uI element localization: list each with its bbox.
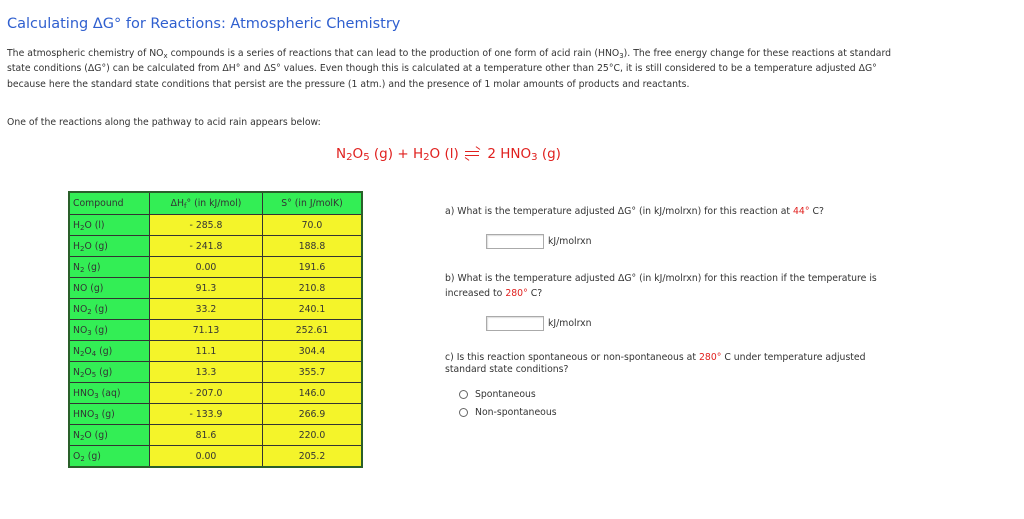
enthalpy-cell: 71.13 <box>150 320 263 341</box>
radio-spontaneous[interactable] <box>459 389 536 400</box>
enthalpy-cell: - 285.8 <box>150 215 263 236</box>
compound-cell: NO (g) <box>69 278 150 299</box>
compound-cell: $N_2O_4$ (g) <box>69 341 150 362</box>
radio-button-icon[interactable] <box>459 408 468 417</box>
product: 2 $HNO_3$ (g) <box>487 146 561 163</box>
table-row <box>69 299 362 320</box>
entropy-cell: 355.7 <box>263 362 363 383</box>
answer-b-unit: kJ/molrxn <box>548 318 592 329</box>
entropy-cell: 205.2 <box>263 446 363 468</box>
question-c-text: c) Is this reaction spontaneous or non-spontaneous at <box>445 352 699 363</box>
enthalpy-cell: 0.00 <box>150 257 263 278</box>
enthalpy-cell: 33.2 <box>150 299 263 320</box>
compound-cell: $N_2O$ (g) <box>69 425 150 446</box>
question-c-temp: 280° <box>698 352 722 363</box>
header-entropy: S° (in J/molK) <box>263 192 363 215</box>
page-title <box>7 16 400 32</box>
title-suffix: for Reactions: Atmospheric Chemistry <box>121 16 401 32</box>
compound-cell: $H_2O$ (g) <box>69 236 150 257</box>
compound-cell: $N_2$ (g) <box>69 257 150 278</box>
reactant-1: $N_2O_5$ (g) <box>336 146 394 163</box>
table-header-row <box>69 192 362 215</box>
entropy-cell: 188.8 <box>263 236 363 257</box>
question-b <box>445 271 885 301</box>
entropy-cell: 210.8 <box>263 278 363 299</box>
question-a-temp: 44° <box>793 206 810 217</box>
entropy-cell: 191.6 <box>263 257 363 278</box>
entropy-cell: 220.0 <box>263 425 363 446</box>
radio-non-spontaneous-label: Non-spontaneous <box>475 407 557 418</box>
header-compound: Compound <box>69 192 150 215</box>
table-row <box>69 446 362 468</box>
entropy-cell: 304.4 <box>263 341 363 362</box>
question-c <box>445 352 885 376</box>
radio-non-spontaneous[interactable] <box>459 407 557 418</box>
table-row <box>69 362 362 383</box>
plus-sign: + <box>397 146 409 162</box>
table-row <box>69 278 362 299</box>
enthalpy-cell: - 207.0 <box>150 383 263 404</box>
enthalpy-cell: 81.6 <box>150 425 263 446</box>
table-row <box>69 341 362 362</box>
answer-a-row <box>486 234 592 249</box>
answer-a-unit: kJ/molrxn <box>548 236 592 247</box>
enthalpy-cell: 91.3 <box>150 278 263 299</box>
enthalpy-cell: 11.1 <box>150 341 263 362</box>
enthalpy-cell: - 241.8 <box>150 236 263 257</box>
entropy-cell: 266.9 <box>263 404 363 425</box>
question-b-temp: 280° <box>505 288 528 299</box>
table-row <box>69 320 362 341</box>
compound-cell: $H_2O$ (l) <box>69 215 150 236</box>
question-c-text-end: C under temperature adjusted standard state conditions? <box>445 352 866 375</box>
compound-cell: $NO_2$ (g) <box>69 299 150 320</box>
table-row <box>69 425 362 446</box>
compound-cell: $HNO_3$ (g) <box>69 404 150 425</box>
intro-text: The atmospheric chemistry of $NO_x$ compounds is a series of reactions that can lead to the production of one form of acid rain $(HNO_3)$. The free energy change for these reactions at standard state conditions (ΔG°) can be calculated from ΔH° and ΔS° values. Even though this is calculated at a temperature other than 25°C, it is still considered to be a temperature adjusted ΔG° because here the standard state conditions that persist are the pressure (1 atm.) and the presence of 1 molar amounts of products and reactants. <box>7 48 892 90</box>
compound-cell: $N_2O_5$ (g) <box>69 362 150 383</box>
question-a <box>445 204 885 219</box>
radio-button-icon[interactable] <box>459 390 468 399</box>
intro-paragraph <box>7 46 907 92</box>
title-prefix: Calculating <box>7 16 93 32</box>
question-b-text: b) What is the temperature adjusted ΔG° (in kJ/molrxn) for this reaction if the temperature is increased to <box>445 273 877 299</box>
compound-cell: $NO_3$ (g) <box>69 320 150 341</box>
entropy-cell: 146.0 <box>263 383 363 404</box>
table-row <box>69 404 362 425</box>
table-row <box>69 257 362 278</box>
answer-b-input[interactable] <box>486 316 544 331</box>
question-b-text-end: C? <box>527 288 543 299</box>
enthalpy-cell: 13.3 <box>150 362 263 383</box>
thermo-data-table <box>68 191 363 468</box>
title-symbol: ΔG° <box>92 16 122 32</box>
radio-spontaneous-label: Spontaneous <box>475 389 536 400</box>
header-enthalpy: $\Delta H_f^\circ$ (in kJ/mol) <box>150 192 263 215</box>
compound-cell: $O_2$ (g) <box>69 446 150 468</box>
table-row <box>69 215 362 236</box>
entropy-cell: 252.61 <box>263 320 363 341</box>
reaction-equation <box>336 146 561 162</box>
question-a-text: a) What is the temperature adjusted ΔG° (in kJ/molrxn) for this reaction at <box>445 206 794 217</box>
entropy-cell: 240.1 <box>263 299 363 320</box>
answer-a-input[interactable] <box>486 234 544 249</box>
table-row <box>69 383 362 404</box>
lead-in-text: One of the reactions along the pathway to acid rain appears below: <box>7 117 321 128</box>
reactant-2: $H_2O$ (l) <box>412 146 459 163</box>
answer-b-row <box>486 316 592 331</box>
compound-cell: $HNO_3$ (aq) <box>69 383 150 404</box>
enthalpy-cell: 0.00 <box>150 446 263 468</box>
table-row <box>69 236 362 257</box>
entropy-cell: 70.0 <box>263 215 363 236</box>
question-a-text-end: C? <box>809 206 824 217</box>
enthalpy-cell: - 133.9 <box>150 404 263 425</box>
equilibrium-arrow-icon <box>465 148 481 158</box>
